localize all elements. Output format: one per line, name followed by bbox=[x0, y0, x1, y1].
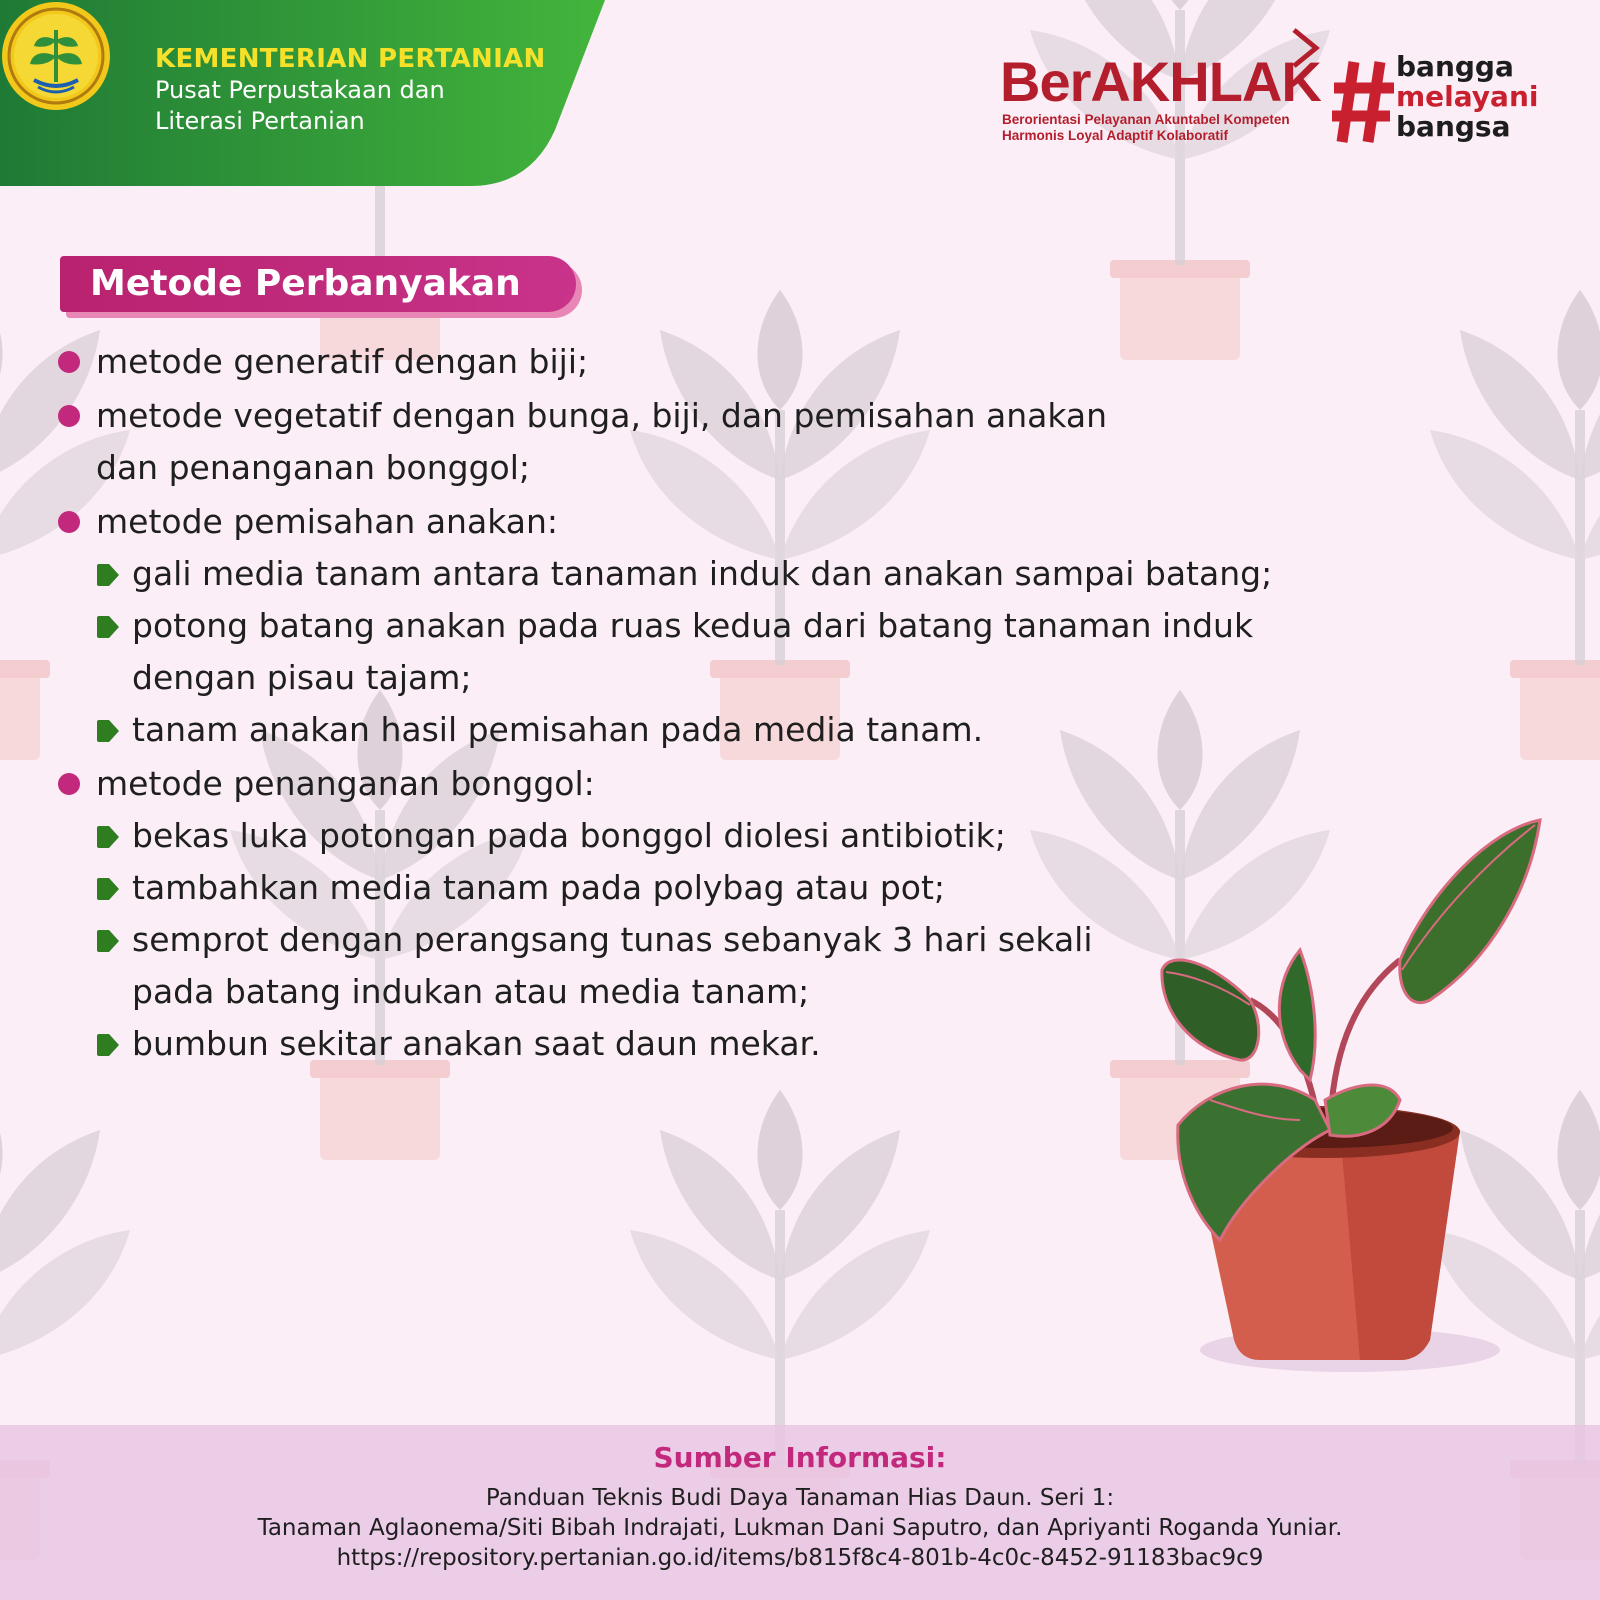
bangsa-word: bangsa bbox=[1396, 110, 1511, 143]
bullet-arrow-icon bbox=[96, 616, 120, 638]
bullet-arrow-icon bbox=[96, 826, 120, 848]
berakhlak-tagline-2: Harmonis Loyal Adaptif Kolaboratif bbox=[1002, 128, 1229, 143]
bullet-dot-icon bbox=[58, 405, 80, 427]
berakhlak-logo bbox=[1000, 52, 1330, 152]
list-item-text: metode penanganan bonggol: bbox=[96, 764, 595, 803]
list-item-text: gali media tanam antara tanaman induk dan anakan sampai batang; bbox=[132, 554, 1273, 593]
berakhlak-tagline-1: Berorientasi Pelayanan Akuntabel Kompeten bbox=[1002, 112, 1290, 127]
bangga-melayani-logo bbox=[1332, 52, 1562, 162]
list-item-text: dan penanganan bonggol; bbox=[96, 448, 531, 487]
berakhlak-wordmark: BerAKHLAK bbox=[1000, 50, 1321, 113]
bullet-arrow-icon bbox=[96, 878, 120, 900]
bullet-dot-icon bbox=[58, 351, 80, 373]
sub-list-item bbox=[56, 704, 1416, 756]
bullet-dot-icon bbox=[58, 511, 80, 533]
bullet-dot-icon bbox=[58, 773, 80, 795]
ministry-emblem-icon bbox=[0, 0, 112, 112]
list-item-text: pada batang indukan atau media tanam; bbox=[132, 972, 810, 1011]
source-url: https://repository.pertanian.go.id/items/b815f8c4-801b-4c0c-8452-91183bac9c9 bbox=[336, 1545, 1264, 1571]
list-item-text: bumbun sekitar anakan saat daun mekar. bbox=[132, 1024, 821, 1063]
bangga-word: bangga bbox=[1396, 50, 1514, 83]
list-item bbox=[56, 336, 1416, 388]
aglaonema-plant-illustration bbox=[1100, 800, 1560, 1400]
bullet-arrow-icon bbox=[96, 930, 120, 952]
melayani-word: melayani bbox=[1396, 80, 1539, 113]
section-title-pill bbox=[60, 256, 576, 316]
source-line-1: Panduan Teknis Budi Daya Tanaman Hias Daun. Seri 1: bbox=[485, 1485, 1115, 1511]
org-subtitle-line-1: Pusat Perpustakaan dan bbox=[155, 76, 445, 104]
hashtag-icon bbox=[1332, 60, 1396, 144]
sub-list-item bbox=[56, 548, 1416, 600]
list-item-text: metode pemisahan anakan: bbox=[96, 502, 558, 541]
list-item-text: semprot dengan perangsang tunas sebanyak 3 hari sekali bbox=[132, 920, 1093, 959]
org-subtitle-line-2: Literasi Pertanian bbox=[155, 107, 365, 135]
bullet-arrow-icon bbox=[96, 1034, 120, 1056]
sub-list-item bbox=[56, 600, 1416, 704]
list-item-text: metode generatif dengan biji; bbox=[96, 342, 589, 381]
bullet-arrow-icon bbox=[96, 564, 120, 586]
source-footer bbox=[0, 1425, 1600, 1600]
list-item-text: potong batang anakan pada ruas kedua dari batang tanaman induk bbox=[132, 606, 1254, 645]
source-line-2: Tanaman Aglaonema/Siti Bibah Indrajati, Lukman Dani Saputro, dan Apriyanti Roganda Yuniar. bbox=[257, 1515, 1343, 1541]
list-item-text: bekas luka potongan pada bonggol diolesi antibiotik; bbox=[132, 816, 1006, 855]
list-item-text: dengan pisau tajam; bbox=[132, 658, 472, 697]
list-item-text: tanam anakan hasil pemisahan pada media tanam. bbox=[132, 710, 984, 749]
bullet-arrow-icon bbox=[96, 720, 120, 742]
section-title: Metode Perbanyakan bbox=[90, 263, 521, 304]
source-title: Sumber Informasi: bbox=[653, 1441, 947, 1474]
org-title: KEMENTERIAN PERTANIAN bbox=[155, 44, 546, 74]
list-item-text: tambahkan media tanam pada polybag atau pot; bbox=[132, 868, 946, 907]
list-item-text: metode vegetatif dengan bunga, biji, dan pemisahan anakan bbox=[96, 396, 1107, 435]
list-item bbox=[56, 390, 1416, 494]
list-item bbox=[56, 496, 1416, 548]
chevron-right-icon bbox=[1290, 28, 1320, 68]
header-banner bbox=[0, 0, 610, 186]
